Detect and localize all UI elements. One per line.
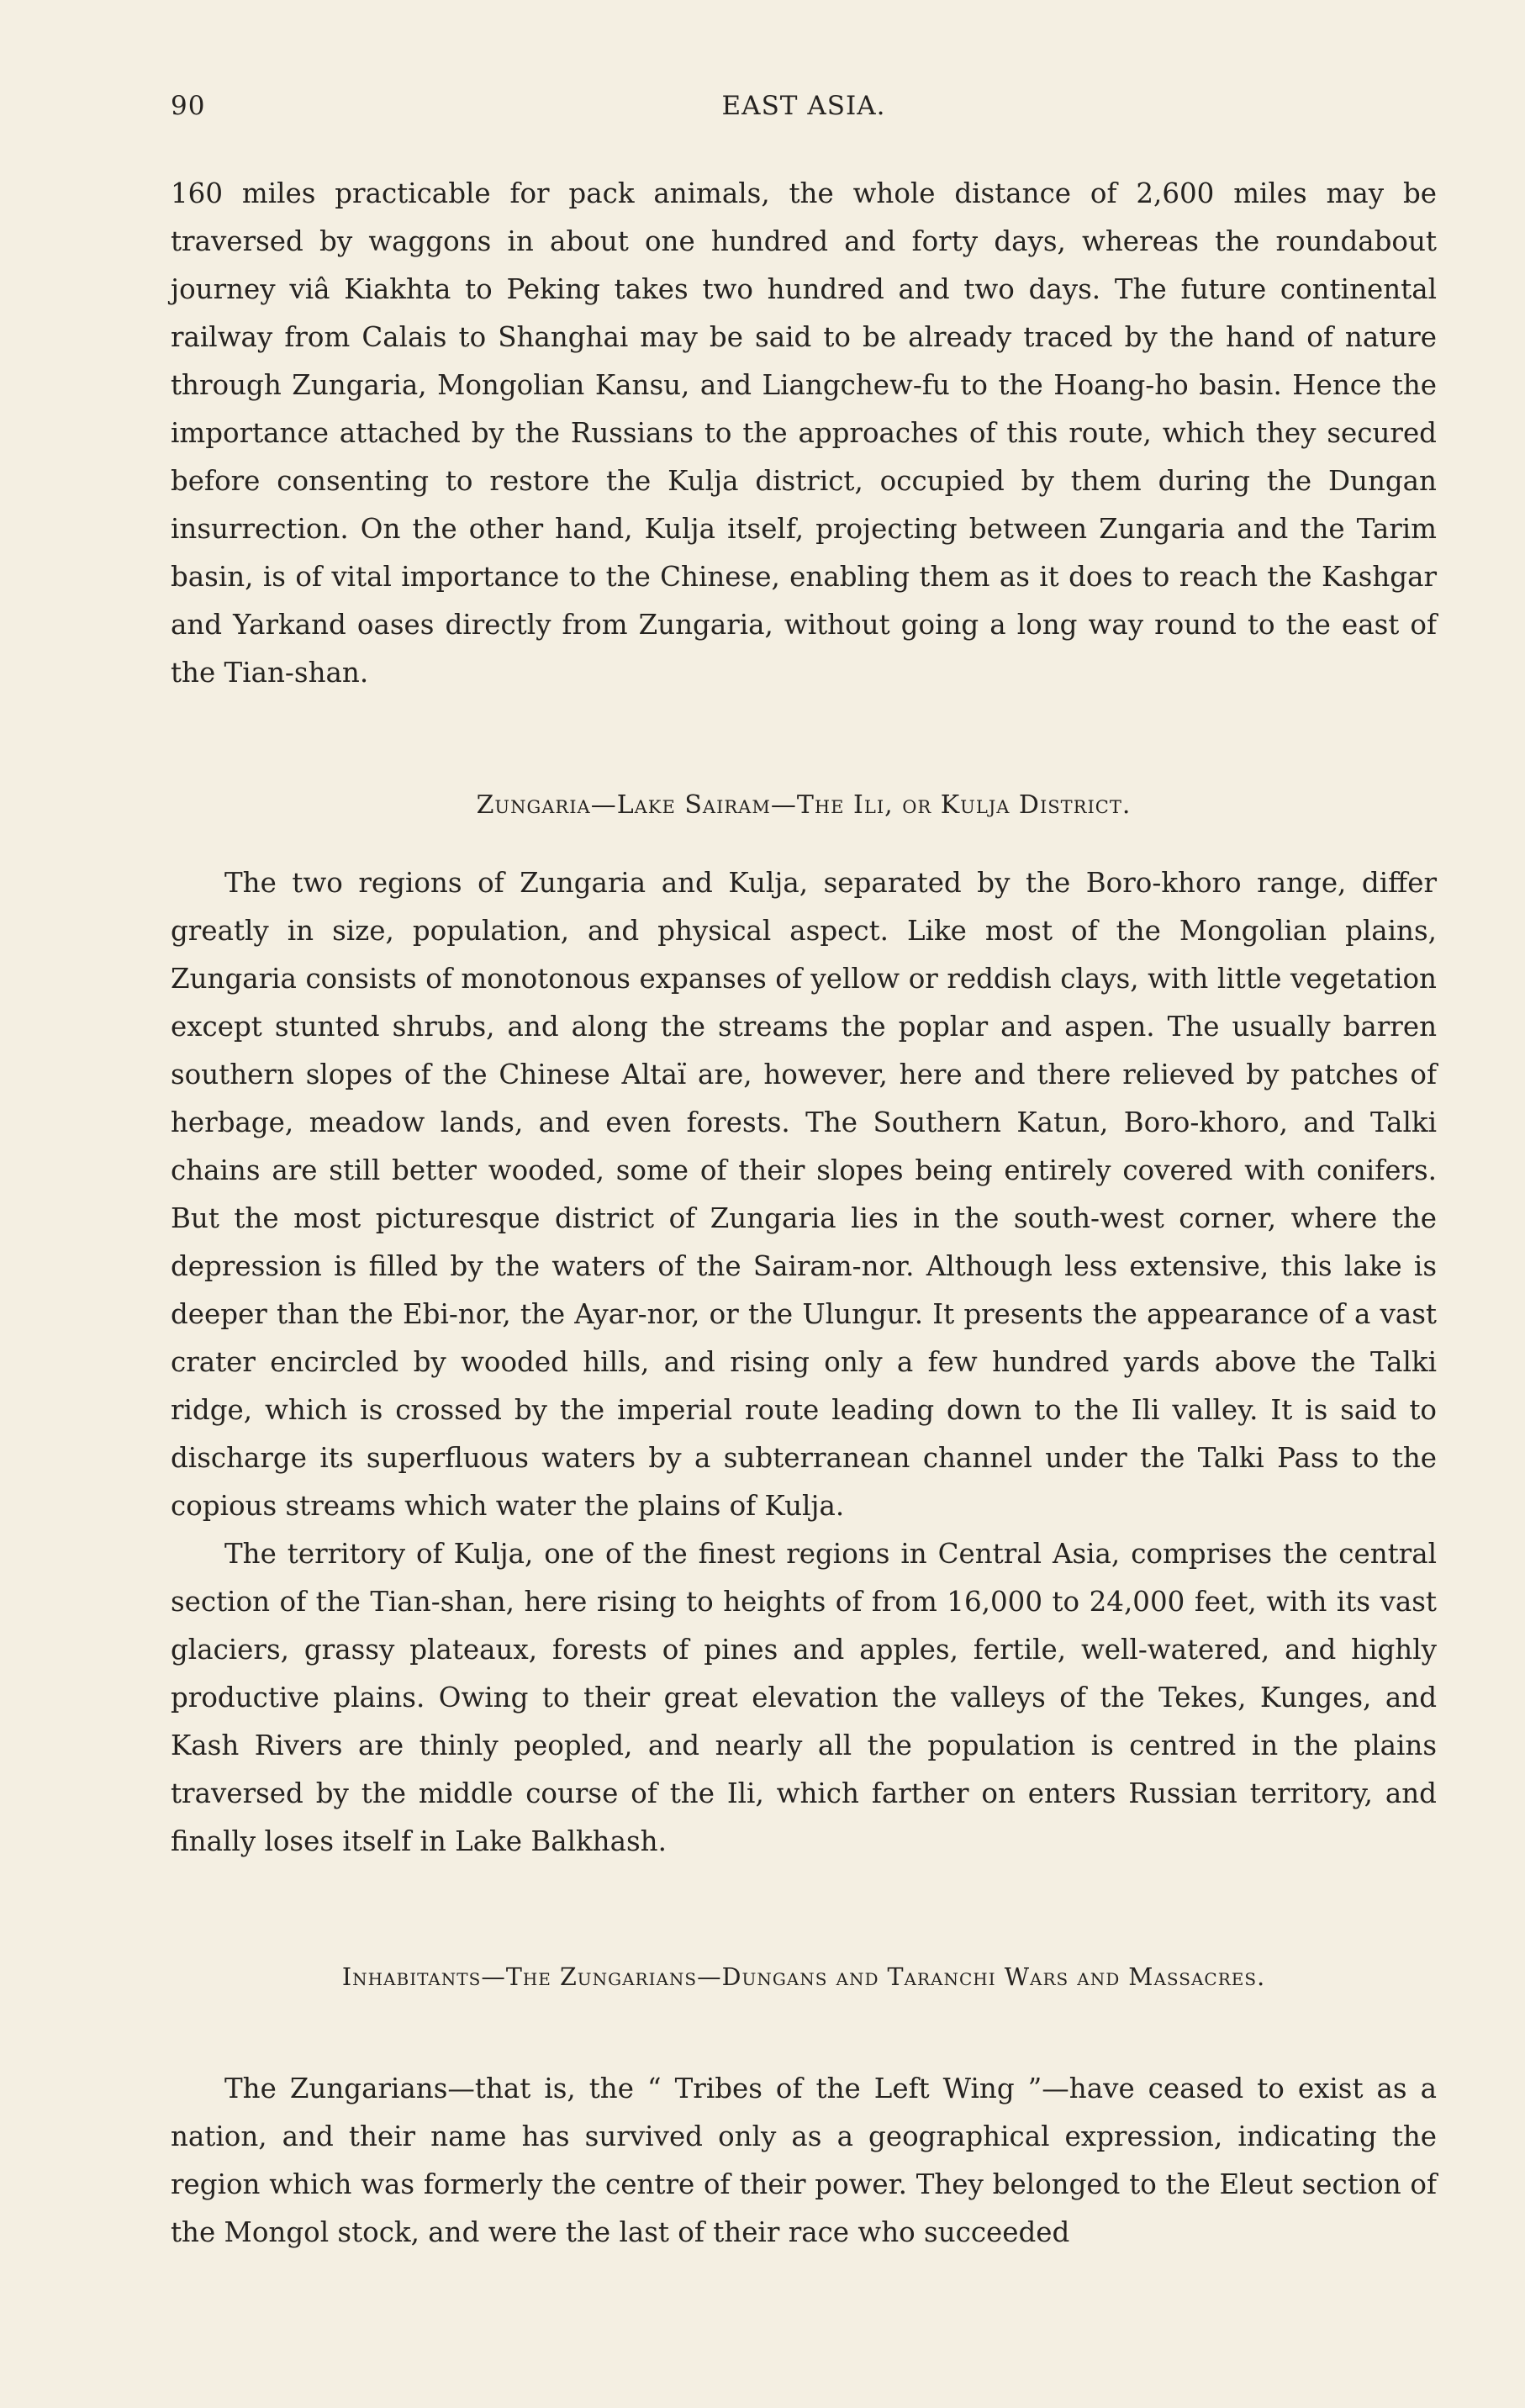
paragraph-zungarians: The Zungarians—that is, the “ Tribes of the Left Wing ”—have ceased to exist as a nation, and their name has survived only as a geographical expression, indicating the region which was formerly the centre of their power. They belonged to the Eleut section of the Mongol stock, and were the last of their race who succeeded: [171, 2073, 1437, 2248]
paragraph-railway-route: 160 miles practicable for pack animals, the whole distance of 2,600 miles may be traversed by waggons in about one hundred and forty days, whereas the roundabout journey viâ Kiakhta to Peking takes two hundred and two days. The future continental railway from Calais to Shanghai may be said to be already traced by the hand of nature through Zungaria, Mongolian Kansu, and Liangchew-fu to the Hoang-ho basin. Hence the importance attached by the Russians to the approaches of this route, which they secured before consenting to restore the Kulja district, occupied by them during the Dungan insurrection. On the other hand, Kulja itself, projecting between Zungaria and the Tarim basin, is of vital importance to the Chinese, enabling them as it does to reach the Kashgar and Yarkand oases directly from Zungaria, without going a long way round to the east of the Tian-shan.: [171, 177, 1437, 689]
section-inhabitants-text: [171, 2065, 1437, 2257]
page-header: [171, 91, 1437, 133]
section-heading-inhabitants: Inhabitants—The Zungarians—Dungans and Taranchi Wars and Massacres.: [341, 1963, 1266, 1991]
paragraph-zungaria-regions: The two regions of Zungaria and Kulja, separated by the Boro-khoro range, differ greatly in size, population, and physical aspect. Like most of the Mongolian plains, Zungaria consists of monotonous expanses of yellow or reddish clays, with little vegetation except stunted shrubs, and along the streams the poplar and aspen. The usually barren southern slopes of the Chinese Altaï are, however, here and there relieved by patches of herbage, meadow lands, and even forests. The Southern Katun, Boro-khoro, and Talki chains are still better wooded, some of their slopes being entirely covered with conifers. But the most picturesque district of Zungaria lies in the south-west corner, where the depression is filled by the waters of the Sairam-nor. Although less extensive, this lake is deeper than the Ebi-nor, the Ayar-nor, or the Ulungur. It presents the appearance of a vast crater encircled by wooded hills, and rising only a few hundred yards above the Talki ridge, which is crossed by the imperial route leading down to the Ili valley. It is said to discharge its superfluous waters by a subterranean channel under the Talki Pass to the copious streams which water the plains of Kulja.: [171, 867, 1437, 1522]
paragraph-kulja-territory: The territory of Kulja, one of the finest regions in Central Asia, comprises the central section of the Tian-shan, here rising to heights of from 16,000 to 24,000 feet, with its vast glaciers, grassy plateaux, forests of pines and apples, fertile, well-watered, and highly productive plains. Owing to their great elevation the valleys of the Tekes, Kunges, and Kash Rivers are thinly peopled, and nearly all the population is centred in the plains traversed by the middle course of the Ili, which farther on enters Russian territory, and finally loses itself in Lake Balkhash.: [171, 1538, 1437, 1857]
section-heading-zungaria: Zungaria—Lake Sairam—The Ili, or Kulja District.: [476, 790, 1132, 820]
section-opening-text: [171, 170, 1437, 697]
page-number: 90: [171, 91, 206, 121]
section-zungaria-text: [171, 859, 1437, 1866]
running-title: EAST ASIA.: [721, 91, 886, 121]
